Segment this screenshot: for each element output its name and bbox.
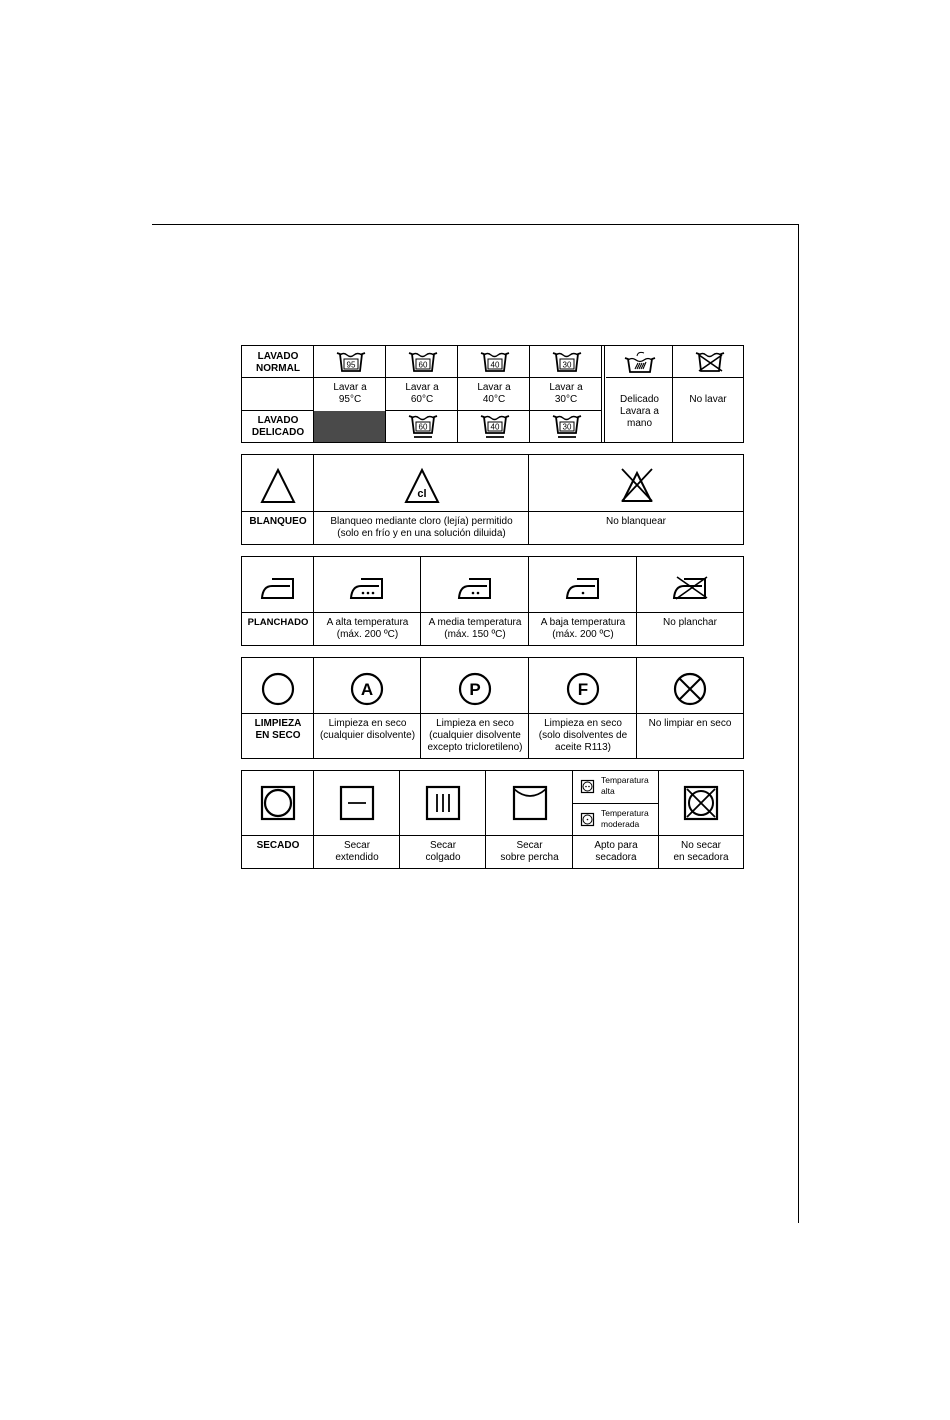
no-dryclean-icon [673, 672, 707, 706]
washing-table [241, 345, 744, 443]
chlorine-symbol: cl [417, 488, 427, 500]
dryclean-a-icon [350, 672, 384, 706]
drip-dry-icon [426, 786, 460, 820]
ironing-table [241, 556, 744, 646]
wash-tub-icon [480, 351, 510, 373]
hand-wash-icon [624, 350, 656, 374]
drycleaning-label: LIMPIEZA EN SECO [254, 718, 302, 741]
wash-tub-icon [408, 351, 438, 373]
wash-tub-icon [336, 351, 366, 373]
wash-tub-icon [552, 351, 582, 373]
iron-icon [260, 576, 296, 600]
delicate-wash-tub-icon [480, 414, 510, 440]
line-dry-icon [513, 786, 547, 820]
no-iron-icon [672, 576, 708, 600]
handwash-caption: Delicado Lavara a mano [620, 394, 659, 429]
wash-30-caption: Lavar a 30°C [549, 382, 583, 405]
right-rule [798, 224, 799, 1223]
no-tumble-caption: No secar en secadora [673, 840, 729, 863]
delicate-temp-30: 30 [562, 422, 572, 432]
no-wash-icon [695, 351, 725, 373]
washing-normal-label: LAVADO NORMAL [256, 351, 300, 374]
wash-temp-30: 30 [562, 360, 572, 370]
bleach-table [241, 454, 744, 545]
dryclean-a-caption: Limpieza en seco (cualquier disolvente) [319, 718, 416, 741]
iron-two-dots-icon [457, 576, 493, 600]
wash-temp-40: 40 [490, 360, 500, 370]
washing-empty-cell [242, 378, 314, 411]
double-separator [604, 346, 605, 442]
bleach-label: BLANQUEO [249, 516, 307, 527]
iron-high-caption: A alta temperatura (máx. 200 ºC) [326, 617, 409, 640]
tumble-ok-caption: Apto para secadora [594, 840, 638, 863]
tumble-dry-icon [261, 786, 295, 820]
delicate-wash-tub-icon [552, 414, 582, 440]
iron-three-dots-icon [349, 576, 385, 600]
dry-flat-icon [340, 786, 374, 820]
wash-95-caption: Lavar a 95°C [333, 382, 367, 405]
drying-table [241, 770, 744, 869]
dryclean-circle-icon [261, 672, 295, 706]
chlorine-caption: Blanqueo mediante cloro (lejía) permitido (solo en frío y en una solución diluida) [330, 516, 513, 539]
no-iron-caption: No planchar [663, 617, 717, 628]
dryclean-p-caption: Limpieza en seco (cualquier disolvente excepto tricloretileno) [427, 718, 523, 753]
iron-medium-caption: A media temperatura (máx. 150 ºC) [428, 617, 522, 640]
no-dryclean-caption: No limpiar en seco [648, 718, 732, 729]
ironing-label: PLANCHADO [247, 617, 309, 628]
line-dry-caption: Secar sobre percha [500, 840, 559, 863]
tumble-high-temp-icon [581, 780, 594, 793]
nowash-caption: No lavar [689, 394, 727, 405]
no-tumble-dry-icon [684, 786, 718, 820]
dryclean-letter-a: A [360, 680, 374, 699]
drip-dry-caption: Secar colgado [425, 840, 461, 863]
dryclean-f-icon [566, 672, 600, 706]
top-rule [152, 224, 799, 225]
bleach-triangle-icon [260, 468, 296, 504]
wash-60-caption: Lavar a 60°C [405, 382, 439, 405]
delicate-temp-40: 40 [490, 422, 500, 432]
wash-temp-95: 95 [346, 360, 356, 370]
dryclean-letter-f: F [577, 680, 589, 699]
drying-label: SECADO [256, 840, 300, 851]
iron-low-caption: A baja temperatura (máx. 200 ºC) [540, 617, 626, 640]
delicate-95-shaded-cell [314, 411, 386, 442]
temp-high-label: Temparatura alta [601, 775, 649, 796]
tumble-moderate-temp-icon [581, 813, 594, 826]
dryclean-f-caption: Limpieza en seco (solo disolventes de aceite R113) [538, 718, 628, 753]
no-bleach-caption: No blanquear [605, 516, 667, 527]
drycleaning-table [241, 657, 744, 759]
temp-moderate-label: Temperatura moderada [601, 808, 649, 829]
dryclean-letter-p: P [469, 680, 481, 699]
dry-flat-caption: Secar extendido [335, 840, 379, 863]
chlorine-bleach-icon [404, 468, 440, 504]
wash-temp-60: 60 [418, 360, 428, 370]
dryclean-p-icon [458, 672, 492, 706]
no-bleach-icon [619, 467, 655, 503]
delicate-temp-60: 60 [418, 422, 428, 432]
delicate-wash-tub-icon [408, 414, 438, 440]
washing-delicate-label: LAVADO DELICADO [251, 415, 305, 438]
iron-one-dot-icon [565, 576, 601, 600]
wash-40-caption: Lavar a 40°C [477, 382, 511, 405]
